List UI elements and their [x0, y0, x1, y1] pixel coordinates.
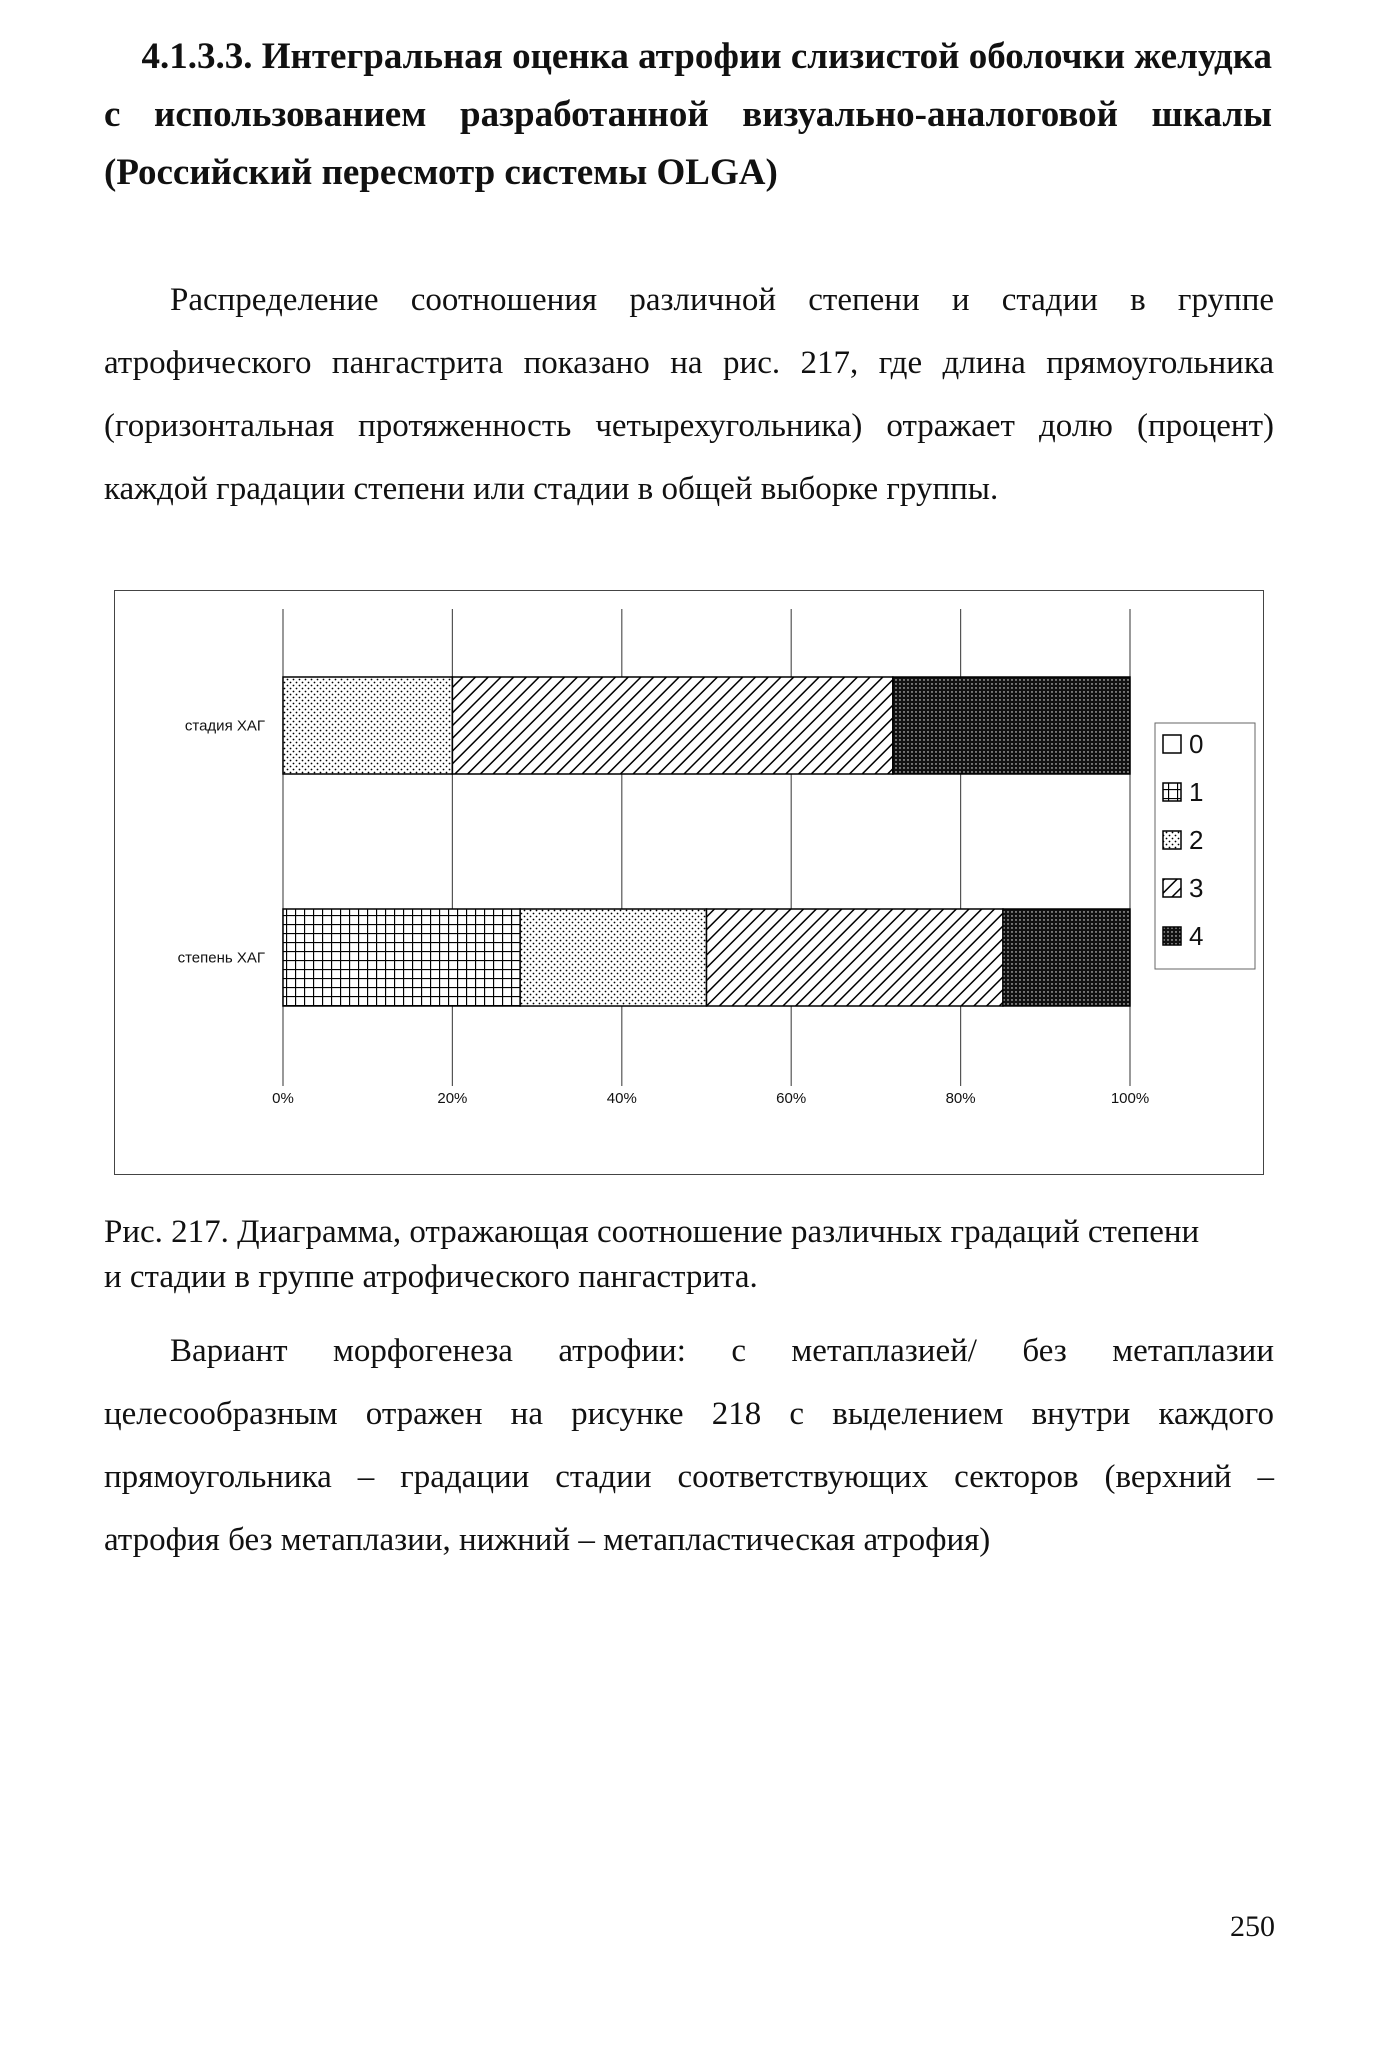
section-heading	[104, 28, 1272, 202]
chart-svg	[115, 591, 1265, 1176]
x-tick-label: 60%	[776, 1090, 807, 1107]
legend-swatch	[1163, 783, 1181, 801]
bar-segment	[452, 677, 892, 774]
caption-line-1: Рис. 217. Диаграмма, отражающая соотношение различных градаций степени	[104, 1214, 1200, 1250]
heading-line-3: (Российский пересмотр системы OLGA)	[104, 152, 778, 193]
x-tick-label: 20%	[437, 1090, 468, 1107]
bar-segment	[520, 909, 706, 1006]
paragraph2-line-1: Вариант морфогенеза атрофии: с метаплазией/ без метаплазии	[170, 1333, 1274, 1369]
legend-label: 4	[1189, 921, 1204, 951]
paragraph-morphogenesis	[104, 1320, 1274, 1572]
legend-label: 0	[1189, 729, 1204, 759]
legend-swatch	[1163, 927, 1181, 945]
legend-swatch	[1163, 831, 1181, 849]
stacked-bar-chart	[114, 590, 1264, 1175]
x-tick-label: 100%	[1110, 1090, 1150, 1107]
caption-line-2: и стадии в группе атрофического пангастрита.	[104, 1259, 758, 1295]
paragraph1-line-2: атрофического пангастрита показано на рис. 217, где длина прямоугольника	[104, 345, 1274, 381]
category-label: степень ХАГ	[177, 949, 265, 967]
legend-label: 3	[1189, 873, 1204, 903]
page-number: 250	[1230, 1910, 1275, 1943]
paragraph1-line-3: (горизонтальная протяженность четырехугольника) отражает долю (процент)	[104, 408, 1274, 444]
bar-segment	[707, 909, 1003, 1006]
legend-label: 1	[1189, 777, 1204, 807]
paragraph2-line-3: прямоугольника – градации стадии соответствующих секторов (верхний –	[104, 1459, 1274, 1495]
legend-swatch	[1163, 879, 1181, 897]
x-tick-label: 80%	[945, 1090, 976, 1107]
bar-segment	[893, 677, 1130, 774]
bar-segment	[283, 677, 452, 774]
heading-line-1: 4.1.3.3. Интегральная оценка атрофии слизистой оболочки желудка	[141, 36, 1272, 77]
legend-label: 2	[1189, 825, 1204, 855]
paragraph1-line-4: каждой градации степени или стадии в общей выборке группы.	[104, 471, 999, 507]
category-label: стадия ХАГ	[184, 717, 265, 735]
bar-segment	[1003, 909, 1130, 1006]
paragraph1-line-1: Распределение соотношения различной степени и стадии в группе	[170, 282, 1274, 318]
x-tick-label: 0%	[272, 1090, 294, 1107]
paragraph-distribution	[104, 269, 1274, 521]
figure-caption	[104, 1210, 1274, 1300]
heading-line-2: с использованием разработанной визуально-аналоговой шкалы	[104, 94, 1272, 135]
bar-segment	[283, 909, 520, 1006]
legend-swatch	[1163, 735, 1181, 753]
paragraph2-line-2: целесообразным отражен на рисунке 218 с выделением внутри каждого	[104, 1396, 1274, 1432]
x-tick-label: 40%	[606, 1090, 637, 1107]
paragraph2-line-4: атрофия без метаплазии, нижний – метапластическая атрофия)	[104, 1522, 991, 1558]
